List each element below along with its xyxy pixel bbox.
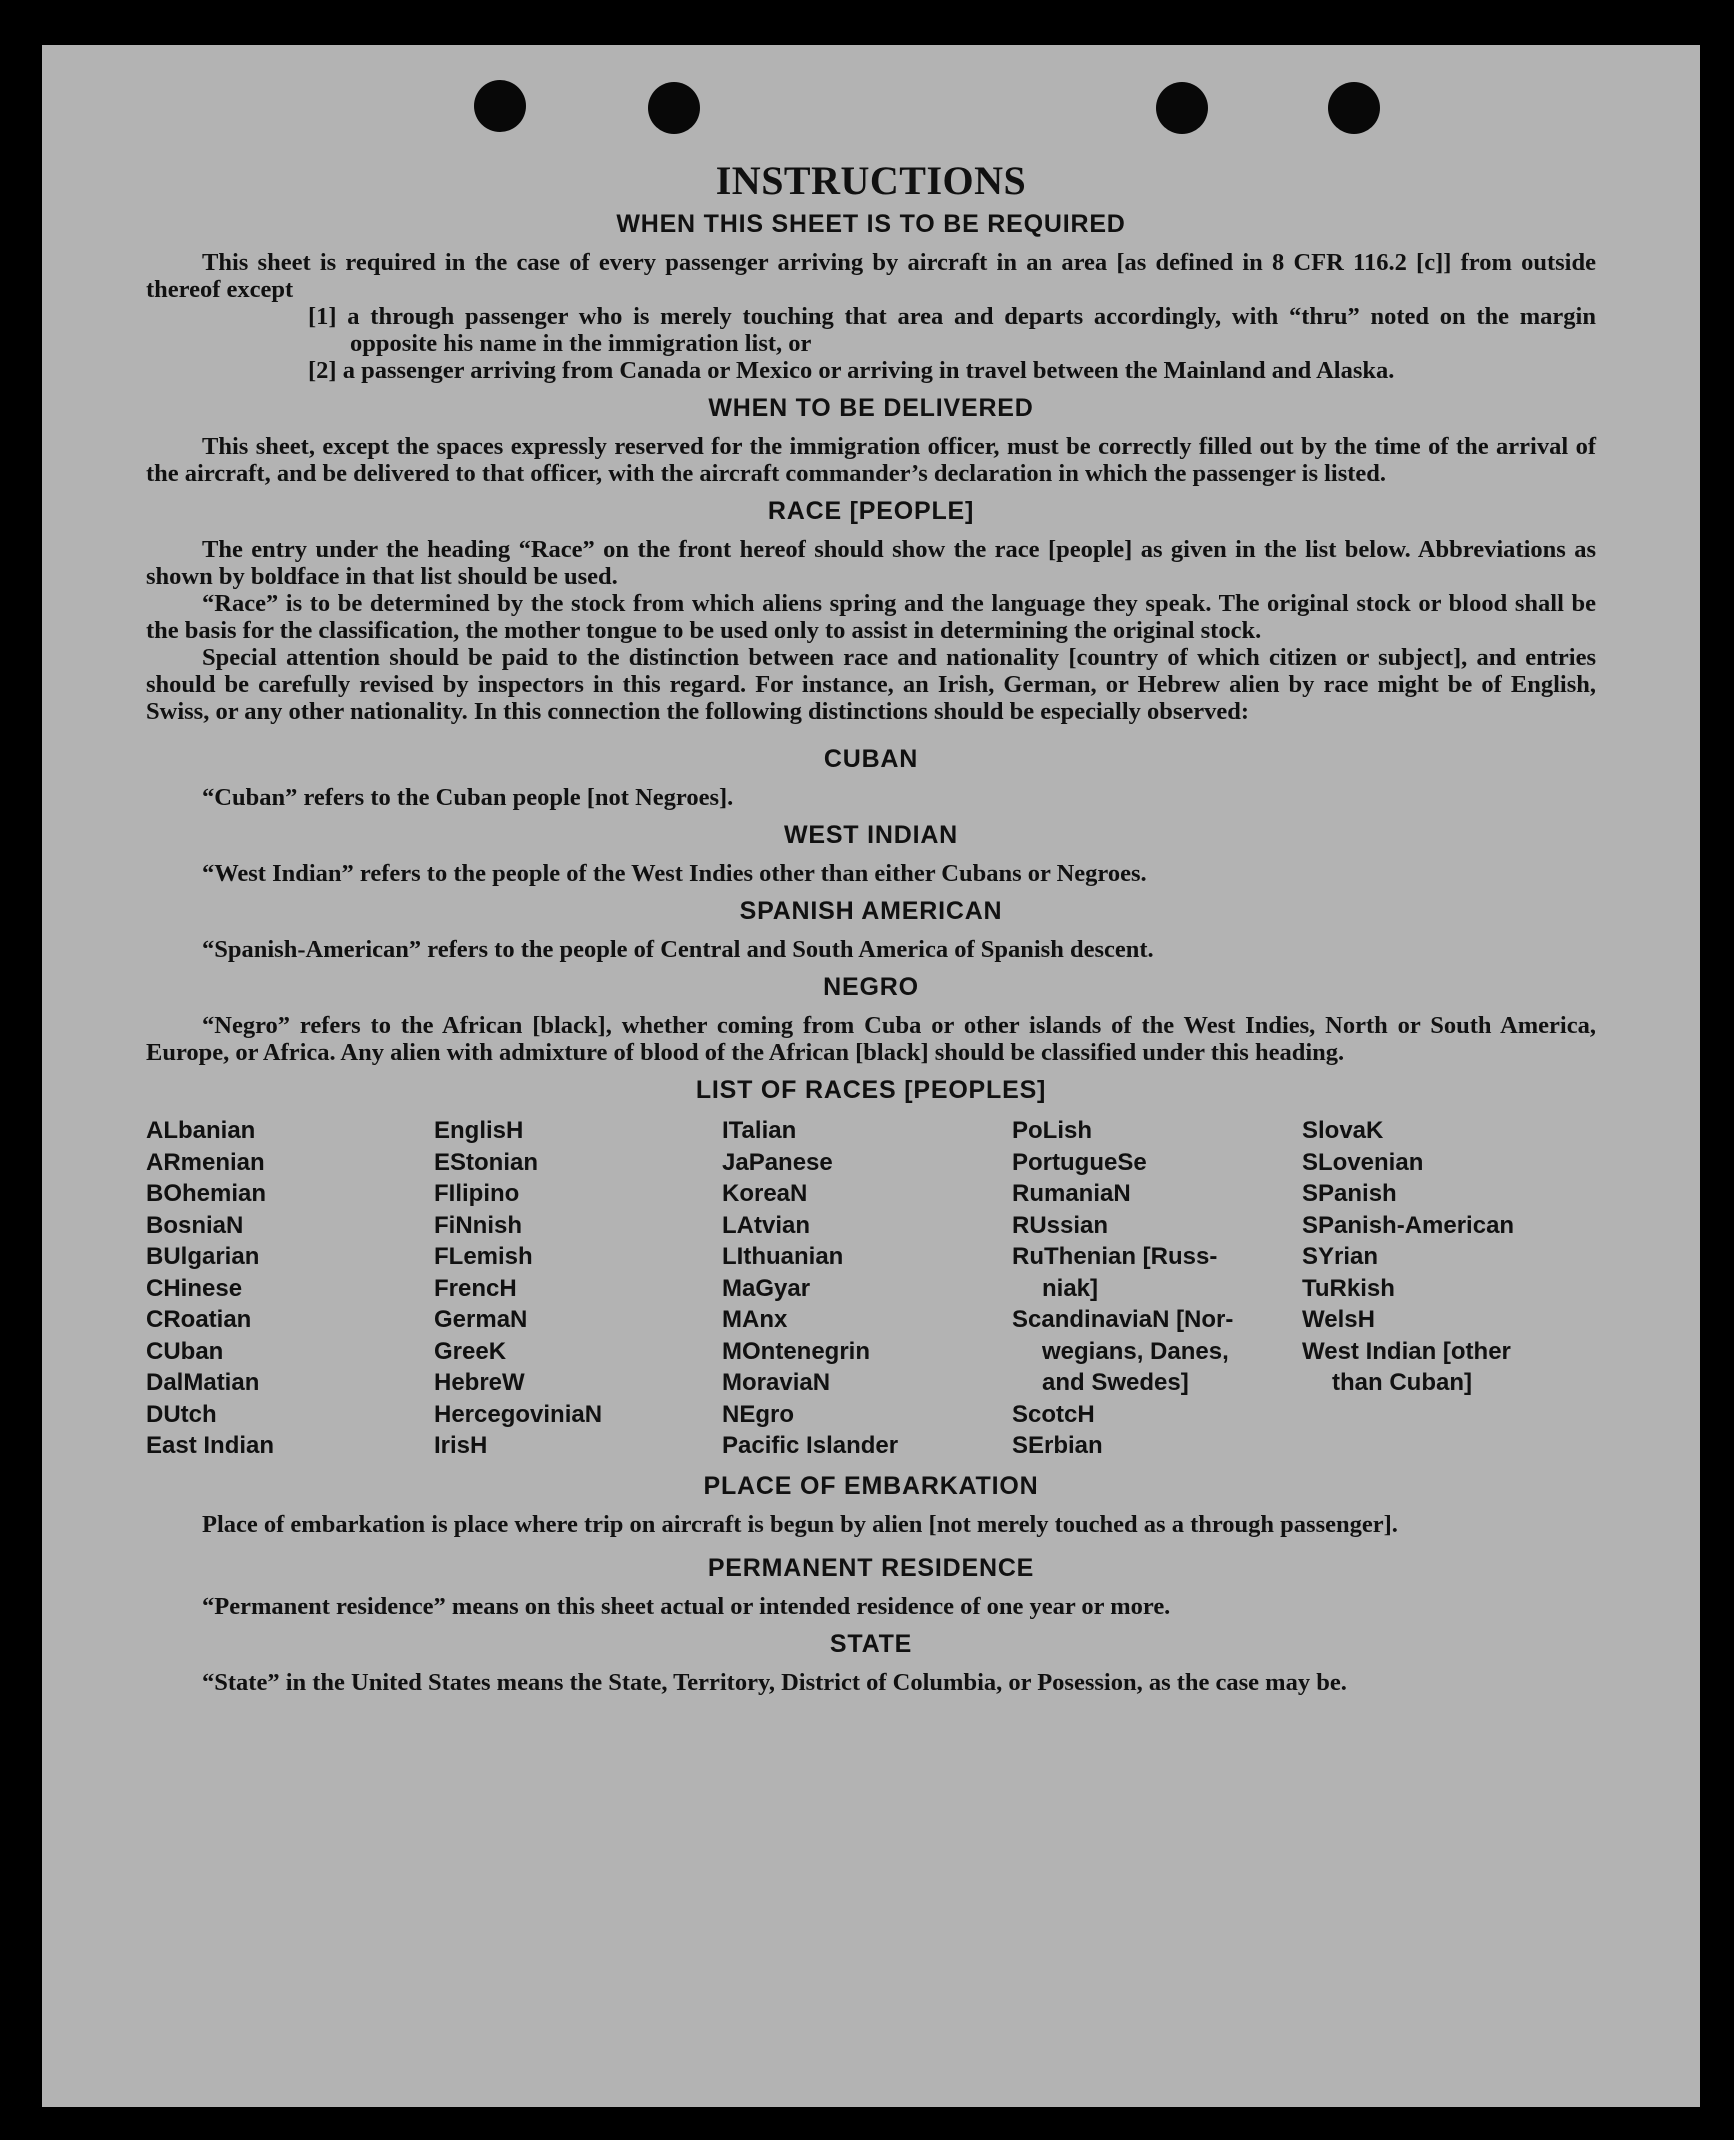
residence-text: “Permanent residence” means on this sheet actual or intended residence of one year or more. [202,1592,1171,1620]
race-entry: LIthuanian [722,1243,844,1270]
race-entry: CUban [146,1337,224,1365]
race-entry: KoreaN [722,1180,808,1207]
race-paragraph-1: The entry under the heading “Race” on the front hereof should show the race [people] as given in the list below. Abbreviations as shown by boldface in that list should be used. [146,536,1596,590]
race-entry: DalMatian [146,1369,260,1396]
heading-state: STATE [829,1629,913,1658]
race-entry: GreeK [434,1337,507,1365]
instructions-content [146,157,1596,1696]
race-entry: IrisH [434,1432,488,1459]
heading-cuban: CUBAN [823,745,919,773]
race-entry: FiNnish [434,1211,522,1239]
race-entry: SlovaK [1302,1117,1384,1144]
race-entry: EStonian [434,1148,539,1176]
race-entry: SYrian [1302,1243,1379,1270]
race-entry: MAnx [722,1306,788,1333]
race-entry: SLovenian [1302,1148,1424,1176]
race-entry: TuRkish [1302,1274,1395,1302]
punch-hole [648,82,700,134]
race-column-3 [722,1115,1012,1462]
race-entry: East Indian [146,1432,275,1459]
race-entry-continuation: and Swedes] [1042,1369,1189,1396]
race-entry: HebreW [434,1369,525,1396]
race-entry: SPanish-American [1302,1211,1515,1239]
heading-list-of-races: LIST OF RACES [PEOPLES] [695,1076,1047,1104]
race-entry: Pacific Islander [722,1432,899,1459]
state-text: “State” in the United States means the State, Territory, District of Columbia, or Posession, as the case may be. [202,1668,1347,1696]
heading-when-delivered: WHEN TO BE DELIVERED [708,394,1034,422]
race-entry: RumaniaN [1012,1180,1131,1207]
heading-permanent-residence: PERMANENT RESIDENCE [707,1553,1035,1582]
race-entry: FLemish [434,1243,533,1270]
race-entry-continuation: than Cuban] [1332,1369,1472,1396]
race-entry-continuation: niak] [1042,1274,1099,1302]
heading-negro: NEGRO [823,973,919,1001]
race-entry-continuation: wegians, Danes, [1042,1337,1229,1365]
race-entry: JaPanese [722,1148,833,1176]
race-entry: DUtch [146,1400,217,1428]
race-entry: EnglisH [434,1117,524,1144]
race-entry: NEgro [722,1400,794,1428]
heading-west-indian: WEST INDIAN [783,821,959,849]
heading-spanish-american: SPANISH AMERICAN [739,897,1003,925]
race-entry: GermaN [434,1306,528,1333]
punch-hole [474,80,526,132]
race-paragraph-2: “Race” is to be determined by the stock from which aliens spring and the language they speak. The original stock or blood shall be the basis for the classification, the mother tongue to be used only to assist in determining the original stock. [146,590,1596,644]
race-entry: BOhemian [146,1180,267,1207]
race-entry: FrencH [434,1274,517,1302]
exception-item-1: [1] a through passenger who is merely touching that area and departs accordingly, with “thru” noted on the margin opposite his name in the immigration list, or [308,303,1596,357]
race-entry: RUssian [1012,1211,1109,1239]
heading-place-of-embarkation: PLACE OF EMBARKATION [703,1471,1039,1500]
race-entry: West Indian [other [1302,1337,1511,1365]
race-entry: ALbanian [146,1117,256,1144]
race-column-5 [1302,1115,1596,1462]
race-entry: MOntenegrin [722,1337,870,1365]
race-entry: MaGyar [722,1274,811,1302]
race-entry: BUlgarian [146,1243,260,1270]
document-page [42,45,1700,2107]
race-entry: RuThenian [Russ- [1012,1243,1218,1270]
race-entry: MoraviaN [722,1369,831,1396]
race-entry: SErbian [1012,1432,1103,1459]
race-entry: ScotcH [1012,1400,1095,1428]
race-entry: PortugueSe [1012,1148,1147,1176]
negro-text: “Negro” refers to the African [black], whether coming from Cuba or other islands of the West Indies, North or South America, Europe, or Africa. Any alien with admixture of blood of the African [black] should be classified under this heading. [146,1012,1596,1066]
race-entry: ARmenian [146,1148,265,1176]
punch-hole [1328,82,1380,134]
when-required-intro: This sheet is required in the case of every passenger arriving by aircraft in an area [as defined in 8 CFR 116.2 [c]] from outside thereof except [146,249,1596,303]
race-column-1 [146,1115,434,1462]
race-entry: FIlipino [434,1180,520,1207]
race-entry: SPanish [1302,1180,1397,1207]
race-entry: ITalian [722,1117,797,1144]
cuban-text: “Cuban” refers to the Cuban people [not Negroes]. [202,784,734,811]
west-indian-text: “West Indian” refers to the people of the West Indies other than either Cubans or Negroes. [202,860,1147,887]
race-entry: CHinese [146,1274,243,1302]
race-column-4 [1012,1115,1302,1462]
race-list [146,1115,1596,1462]
heading-when-required: WHEN THIS SHEET IS TO BE REQUIRED [616,210,1126,238]
punch-hole [1156,82,1208,134]
race-column-2 [434,1115,722,1462]
race-entry: ScandinaviaN [Nor- [1012,1306,1234,1333]
race-entry: LAtvian [722,1211,811,1239]
race-entry: CRoatian [146,1306,252,1333]
page-title: INSTRUCTIONS [715,158,1027,203]
when-delivered-text: This sheet, except the spaces expressly reserved for the immigration officer, must be correctly filled out by the time of the arrival of the aircraft, and be delivered to that officer, with the aircraft commander’s declaration in which the passenger is listed. [146,433,1596,487]
race-entry: HercegoviniaN [434,1400,603,1428]
race-entry: PoLish [1012,1117,1093,1144]
race-entry: WelsH [1302,1306,1375,1333]
race-paragraph-3: Special attention should be paid to the distinction between race and nationality [country of which citizen or subject], and entries should be carefully revised by inspectors in this regard. For instance, an Irish, German, or Hebrew alien by race might be of English, Swiss, or any other nationality. In this connection the following distinctions should be especially observed: [146,644,1596,725]
spanish-american-text: “Spanish-American” refers to the people of Central and South America of Spanish descent. [202,936,1154,963]
embarkation-text: Place of embarkation is place where trip on aircraft is begun by alien [not merely touched as a through passenger]. [202,1510,1398,1538]
race-entry: BosniaN [146,1211,244,1239]
exception-item-2: [2] a passenger arriving from Canada or Mexico or arriving in travel between the Mainland and Alaska. [308,357,1395,384]
heading-race: RACE [PEOPLE] [767,497,975,525]
